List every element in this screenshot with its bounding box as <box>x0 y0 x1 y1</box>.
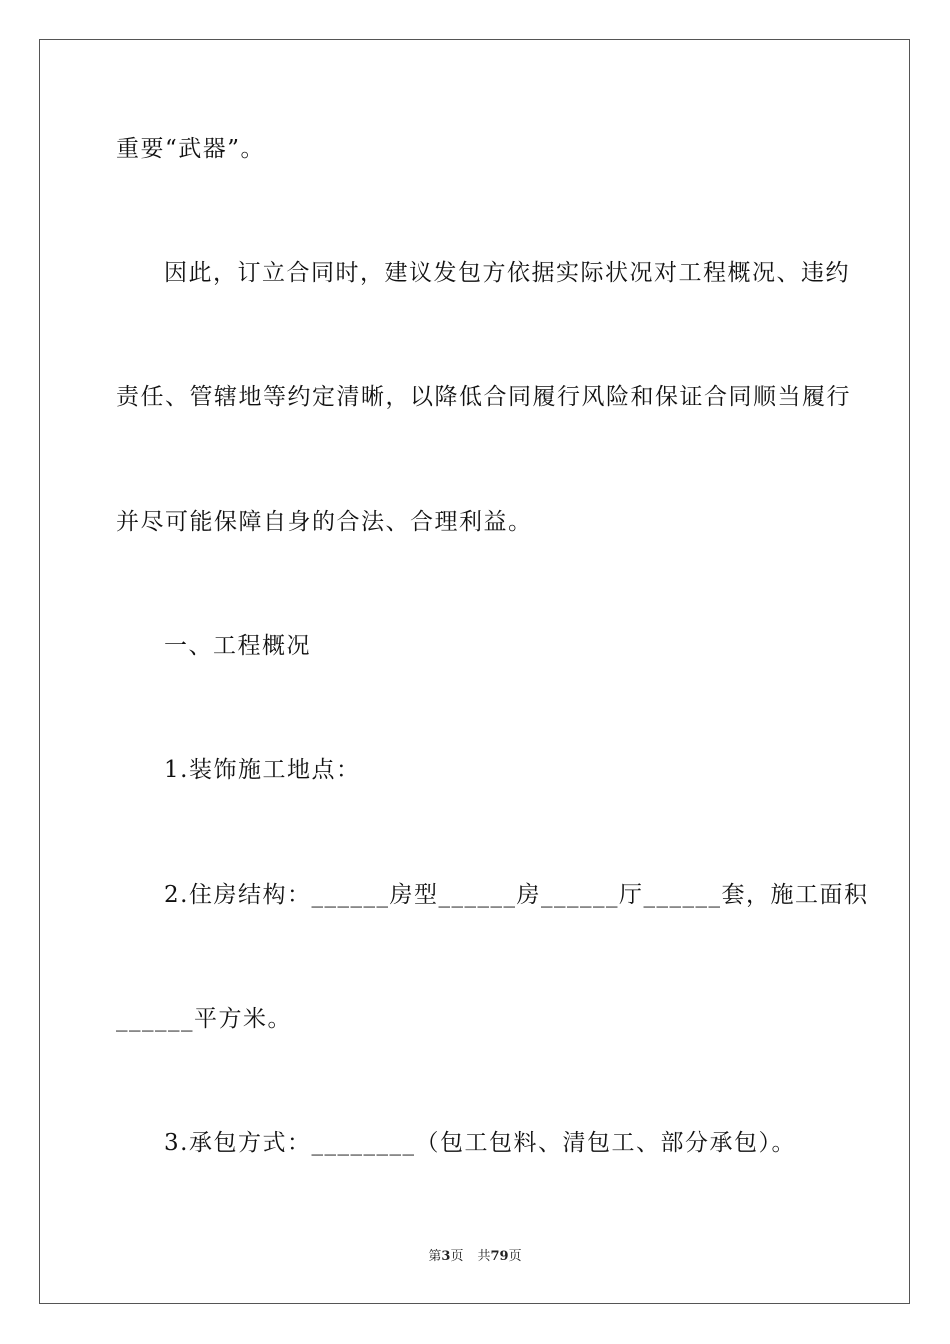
total-prefix: 共 <box>477 1249 491 1264</box>
item-3-contract-method: 3.承包方式：________（包工包料、清包工、部分承包）。 <box>164 1130 796 1156</box>
page-suffix: 页 <box>450 1249 464 1264</box>
page-number: 3 <box>441 1249 451 1264</box>
text-line-2: 因此，订立合同时，建议发包方依据实际状况对工程概况、违约 <box>164 260 850 286</box>
item-2-structure: 2.住房结构：______房型______房______厅______套，施工面积 <box>164 882 869 908</box>
total-pages: 79 <box>490 1249 509 1264</box>
text-line-3: 责任、管辖地等约定清晰，以降低合同履行风险和保证合同顺当履行 <box>116 384 851 410</box>
page-border <box>39 39 910 1304</box>
total-suffix: 页 <box>508 1249 522 1264</box>
text-line-4: 并尽可能保障自身的合法、合理利益。 <box>116 509 533 535</box>
page-prefix: 第 <box>428 1249 442 1264</box>
page-footer <box>0 1248 950 1266</box>
text-line-1: 重要“武器”。 <box>116 136 266 162</box>
section-heading: 一、工程概况 <box>164 633 311 659</box>
item-1-location: 1.装饰施工地点： <box>164 757 361 783</box>
item-2-area: ______平方米。 <box>116 1006 292 1032</box>
